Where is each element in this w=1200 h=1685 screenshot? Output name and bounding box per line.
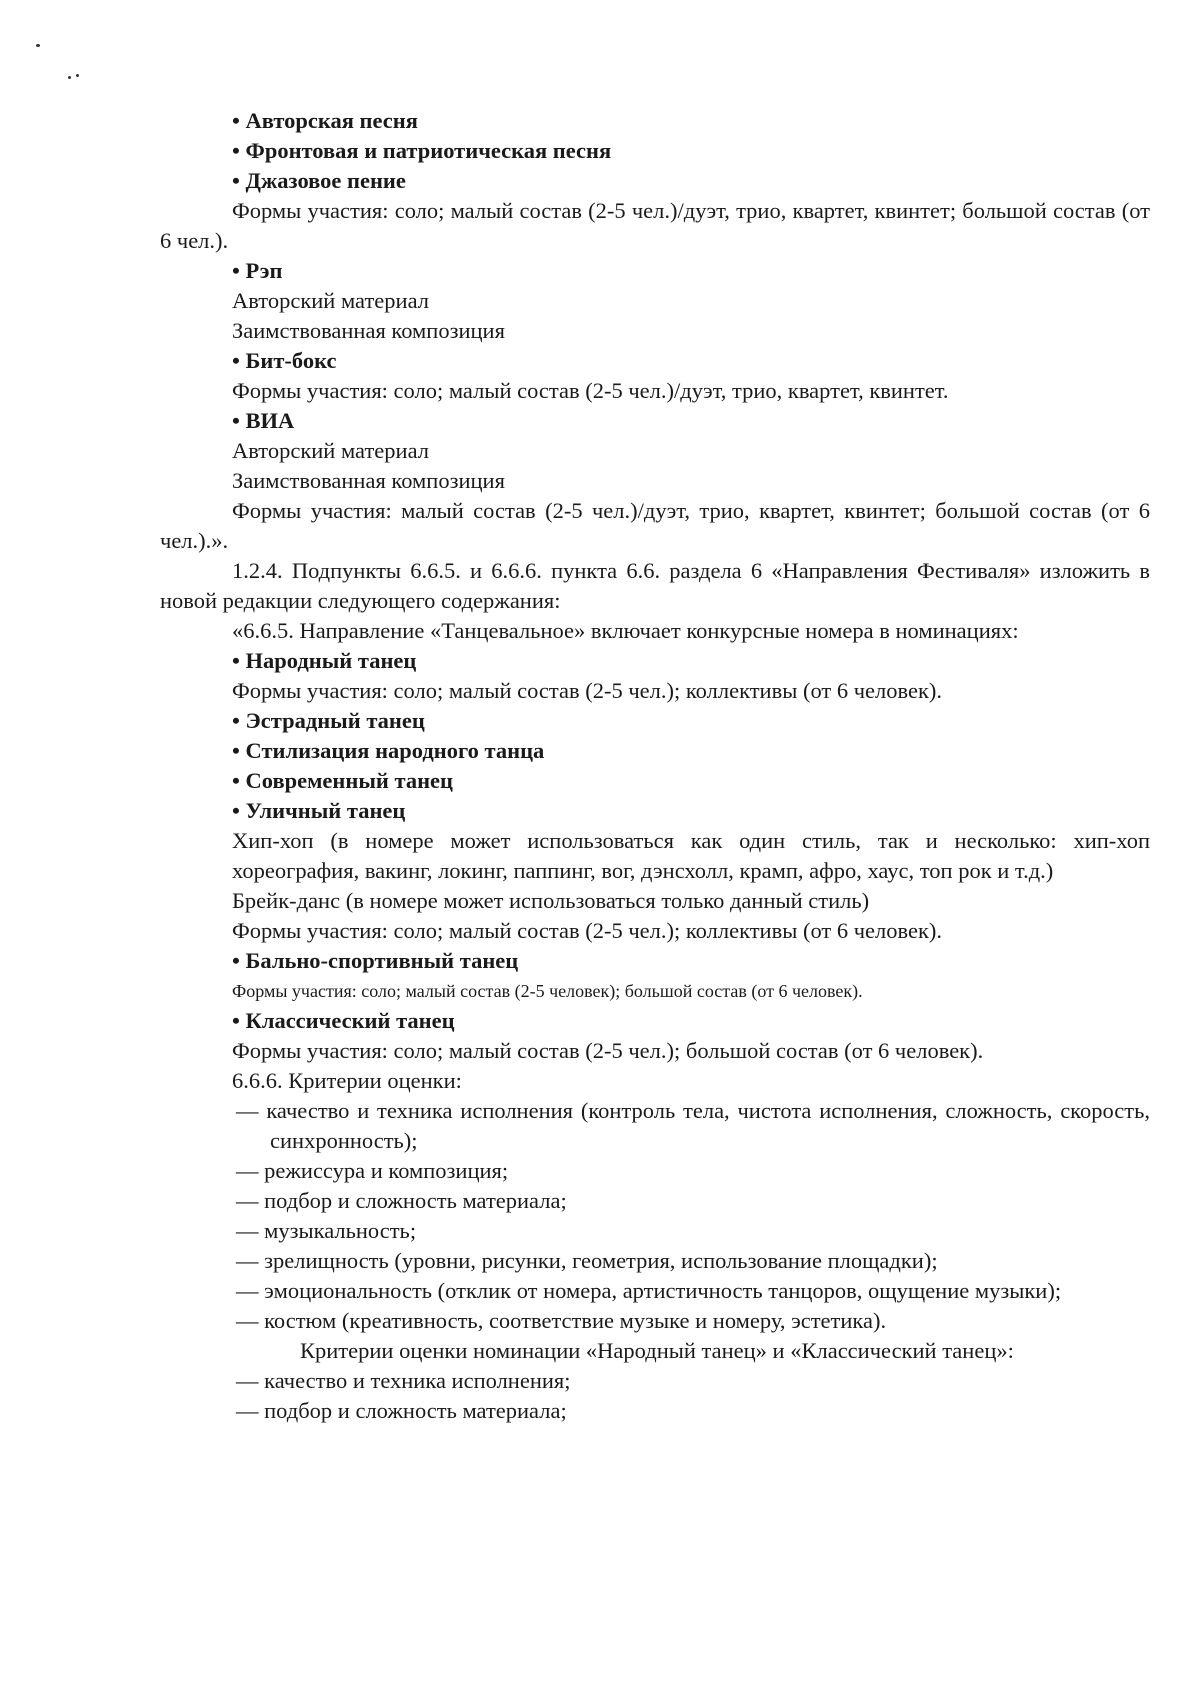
criteria-item: — подбор и сложность материала; <box>236 1188 567 1213</box>
nomination-item: • Классический танец <box>232 1008 455 1033</box>
scan-speck <box>36 44 40 47</box>
criteria-item: — качество и техника исполнения; <box>236 1368 571 1393</box>
participation-forms: Формы участия: малый состав (2-5 чел.)/дуэт, трио, квартет, квинтет; большой состав (от 6 чел.).». <box>160 498 1150 553</box>
criteria-item: — музыкальность; <box>236 1218 417 1243</box>
criteria-subheading: Критерии оценки номинации «Народный танец» и «Классический танец»: <box>300 1338 1014 1363</box>
criteria-item: — подбор и сложность материала; <box>236 1398 567 1423</box>
criteria-item: — костюм (креативность, соответствие музыке и номеру, эстетика). <box>236 1308 887 1333</box>
nomination-item: • Бально-спортивный танец <box>232 948 519 973</box>
participation-forms: Формы участия: соло; малый состав (2-5 чел.)/дуэт, трио, квартет, квинтет; большой состав (от 6 чел.). <box>160 198 1150 253</box>
participation-forms: Формы участия: соло; малый состав (2-5 человек); большой состав (от 6 человек). <box>232 981 863 1001</box>
criteria-item: — эмоциональность (отклик от номера, артистичность танцоров, ощущение музыки); <box>236 1278 1062 1303</box>
nomination-item: • Авторская песня <box>232 108 418 133</box>
subnomination: Авторский материал <box>232 288 429 313</box>
clause-paragraph: 1.2.4. Подпункты 6.6.5. и 6.6.6. пункта 6.6. раздела 6 «Направления Фестиваля» изложить в новой редакции следующего содержания: <box>160 558 1150 613</box>
participation-forms: Формы участия: соло; малый состав (2-5 чел.)/дуэт, трио, квартет, квинтет. <box>232 378 949 403</box>
participation-forms: Формы участия: соло; малый состав (2-5 чел.); коллективы (от 6 человек). <box>232 918 943 943</box>
criteria-heading: 6.6.6. Критерии оценки: <box>232 1068 462 1093</box>
subnomination: Заимствованная композиция <box>232 468 505 493</box>
scan-speck <box>68 76 71 79</box>
nomination-item: • Стилизация народного танца <box>232 738 545 763</box>
nomination-item: • Рэп <box>232 258 283 283</box>
nomination-item: • Народный танец <box>232 648 417 673</box>
nomination-item: • ВИА <box>232 408 295 433</box>
nomination-item: • Современный танец <box>232 768 453 793</box>
criteria-item: — режиссура и композиция; <box>236 1158 509 1183</box>
nomination-item: • Фронтовая и патриотическая песня <box>232 138 612 163</box>
scan-speck <box>76 74 79 77</box>
clause-paragraph: «6.6.5. Направление «Танцевальное» включает конкурсные номера в номинациях: <box>232 618 1019 643</box>
criteria-item: — зрелищность (уровни, рисунки, геометрия, использование площадки); <box>236 1248 938 1273</box>
nomination-item: • Эстрадный танец <box>232 708 425 733</box>
subnomination: Авторский материал <box>232 438 429 463</box>
style-description: Брейк-данс (в номере может использоваться только данный стиль) <box>232 888 870 913</box>
document-page <box>160 106 1150 1426</box>
nomination-item: • Уличный танец <box>232 798 406 823</box>
style-description: Хип-хоп (в номере может использоваться как один стиль, так и несколько: хип-хоп хореография, вакинг, локинг, паппинг, вог, дэнсхолл, крамп, афро, хаус, топ рок и т.д.) <box>232 828 1150 883</box>
nomination-item: • Бит-бокс <box>232 348 337 373</box>
participation-forms: Формы участия: соло; малый состав (2-5 чел.); большой состав (от 6 человек). <box>232 1038 984 1063</box>
criteria-item: — качество и техника исполнения (контроль тела, чистота исполнения, сложность, скорость, синхронность); <box>236 1098 1150 1153</box>
nomination-item: • Джазовое пение <box>232 168 406 193</box>
participation-forms: Формы участия: соло; малый состав (2-5 чел.); коллективы (от 6 человек). <box>232 678 943 703</box>
subnomination: Заимствованная композиция <box>232 318 505 343</box>
